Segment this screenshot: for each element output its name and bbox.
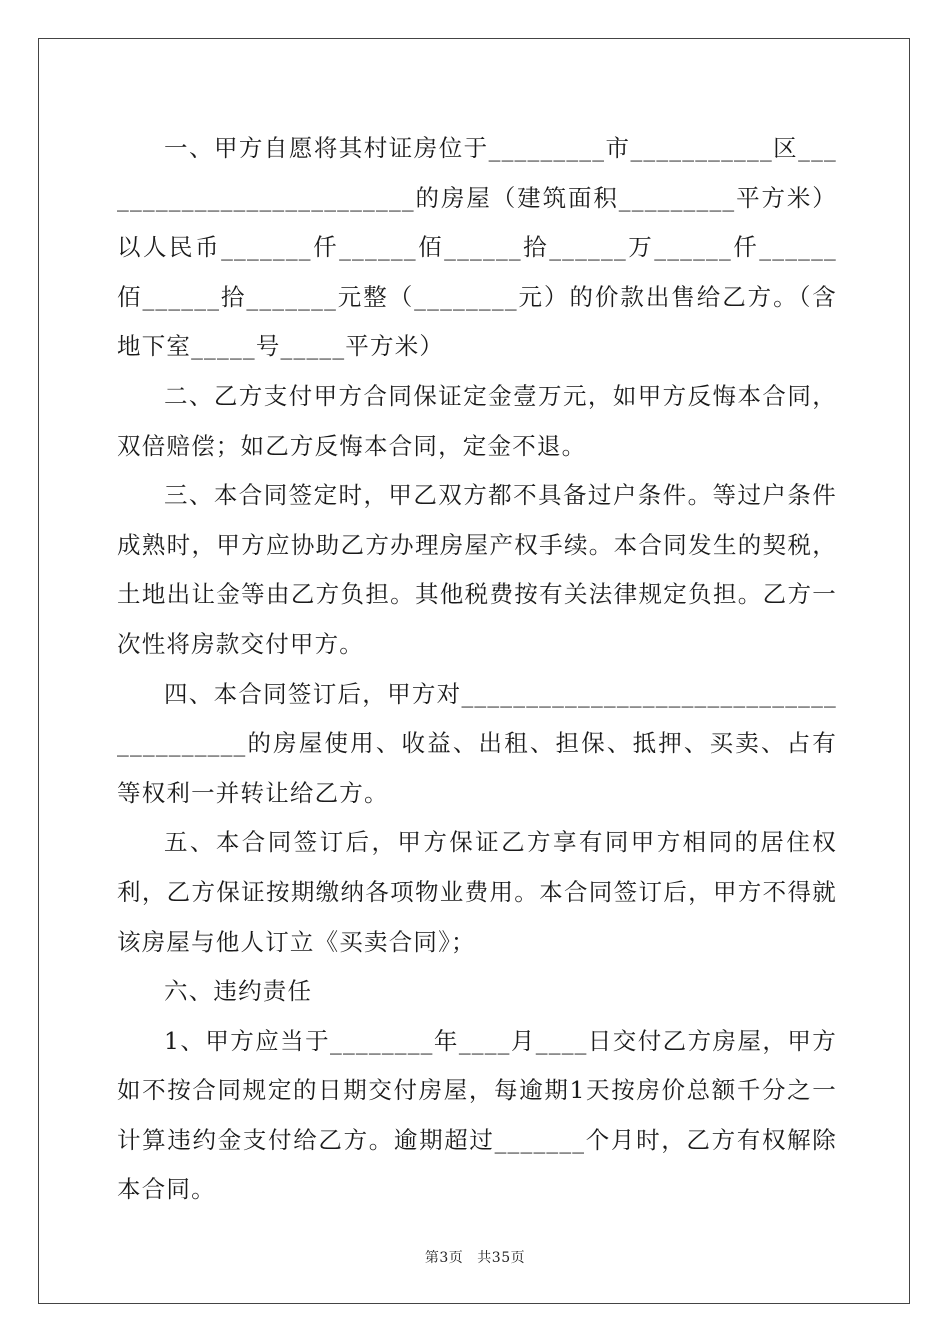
clause-6-heading-liability: 六、违约责任 xyxy=(164,977,313,1006)
clause-5-residence-rights: 五、本合同签订后，甲方保证乙方享有同甲方相同的居住权利，乙方保证按期缴纳各项物业费用。本合同签订后，甲方不得就该房屋与他人订立《买卖合同》； xyxy=(117,828,837,956)
document-body xyxy=(117,124,837,1215)
clause-1-sale-terms: 一、甲方自愿将其村证房位于_________市___________区__________________________的房屋（建筑面积_________平方米）以人民币_______仟______佰______拾______万______仟______佰______拾_______元整（________元）的价款出售给乙方。（含地下室_____号_____平方米） xyxy=(117,134,837,361)
clause-2-deposit: 二、乙方支付甲方合同保证定金壹万元，如甲方反悔本合同，双倍赔偿；如乙方反悔本合同，定金不退。 xyxy=(117,381,837,460)
page-footer xyxy=(0,1247,950,1267)
clause-6-item-1-delivery: 1、甲方应当于________年____月____日交付乙方房屋，甲方如不按合同规定的日期交付房屋，每逾期1天按房价总额千分之一计算违约金支付给乙方。逾期超过_______个月时，乙方有权解除本合同。 xyxy=(117,1026,837,1204)
clause-4-rights-transfer: 四、本合同签订后，甲方对_______________________________________的房屋使用、收益、出租、担保、抵押、买卖、占有等权利一并转让给乙方。 xyxy=(117,679,837,807)
clause-3-transfer-conditions: 三、本合同签定时，甲乙双方都不具备过户条件。等过户条件成熟时，甲方应协助乙方办理房屋产权手续。本合同发生的契税，土地出让金等由乙方负担。其他税费按有关法律规定负担。乙方一次性将房款交付甲方。 xyxy=(117,481,837,658)
page-number: 第3页 xyxy=(424,1250,464,1266)
page-total: 共35页 xyxy=(477,1250,526,1266)
